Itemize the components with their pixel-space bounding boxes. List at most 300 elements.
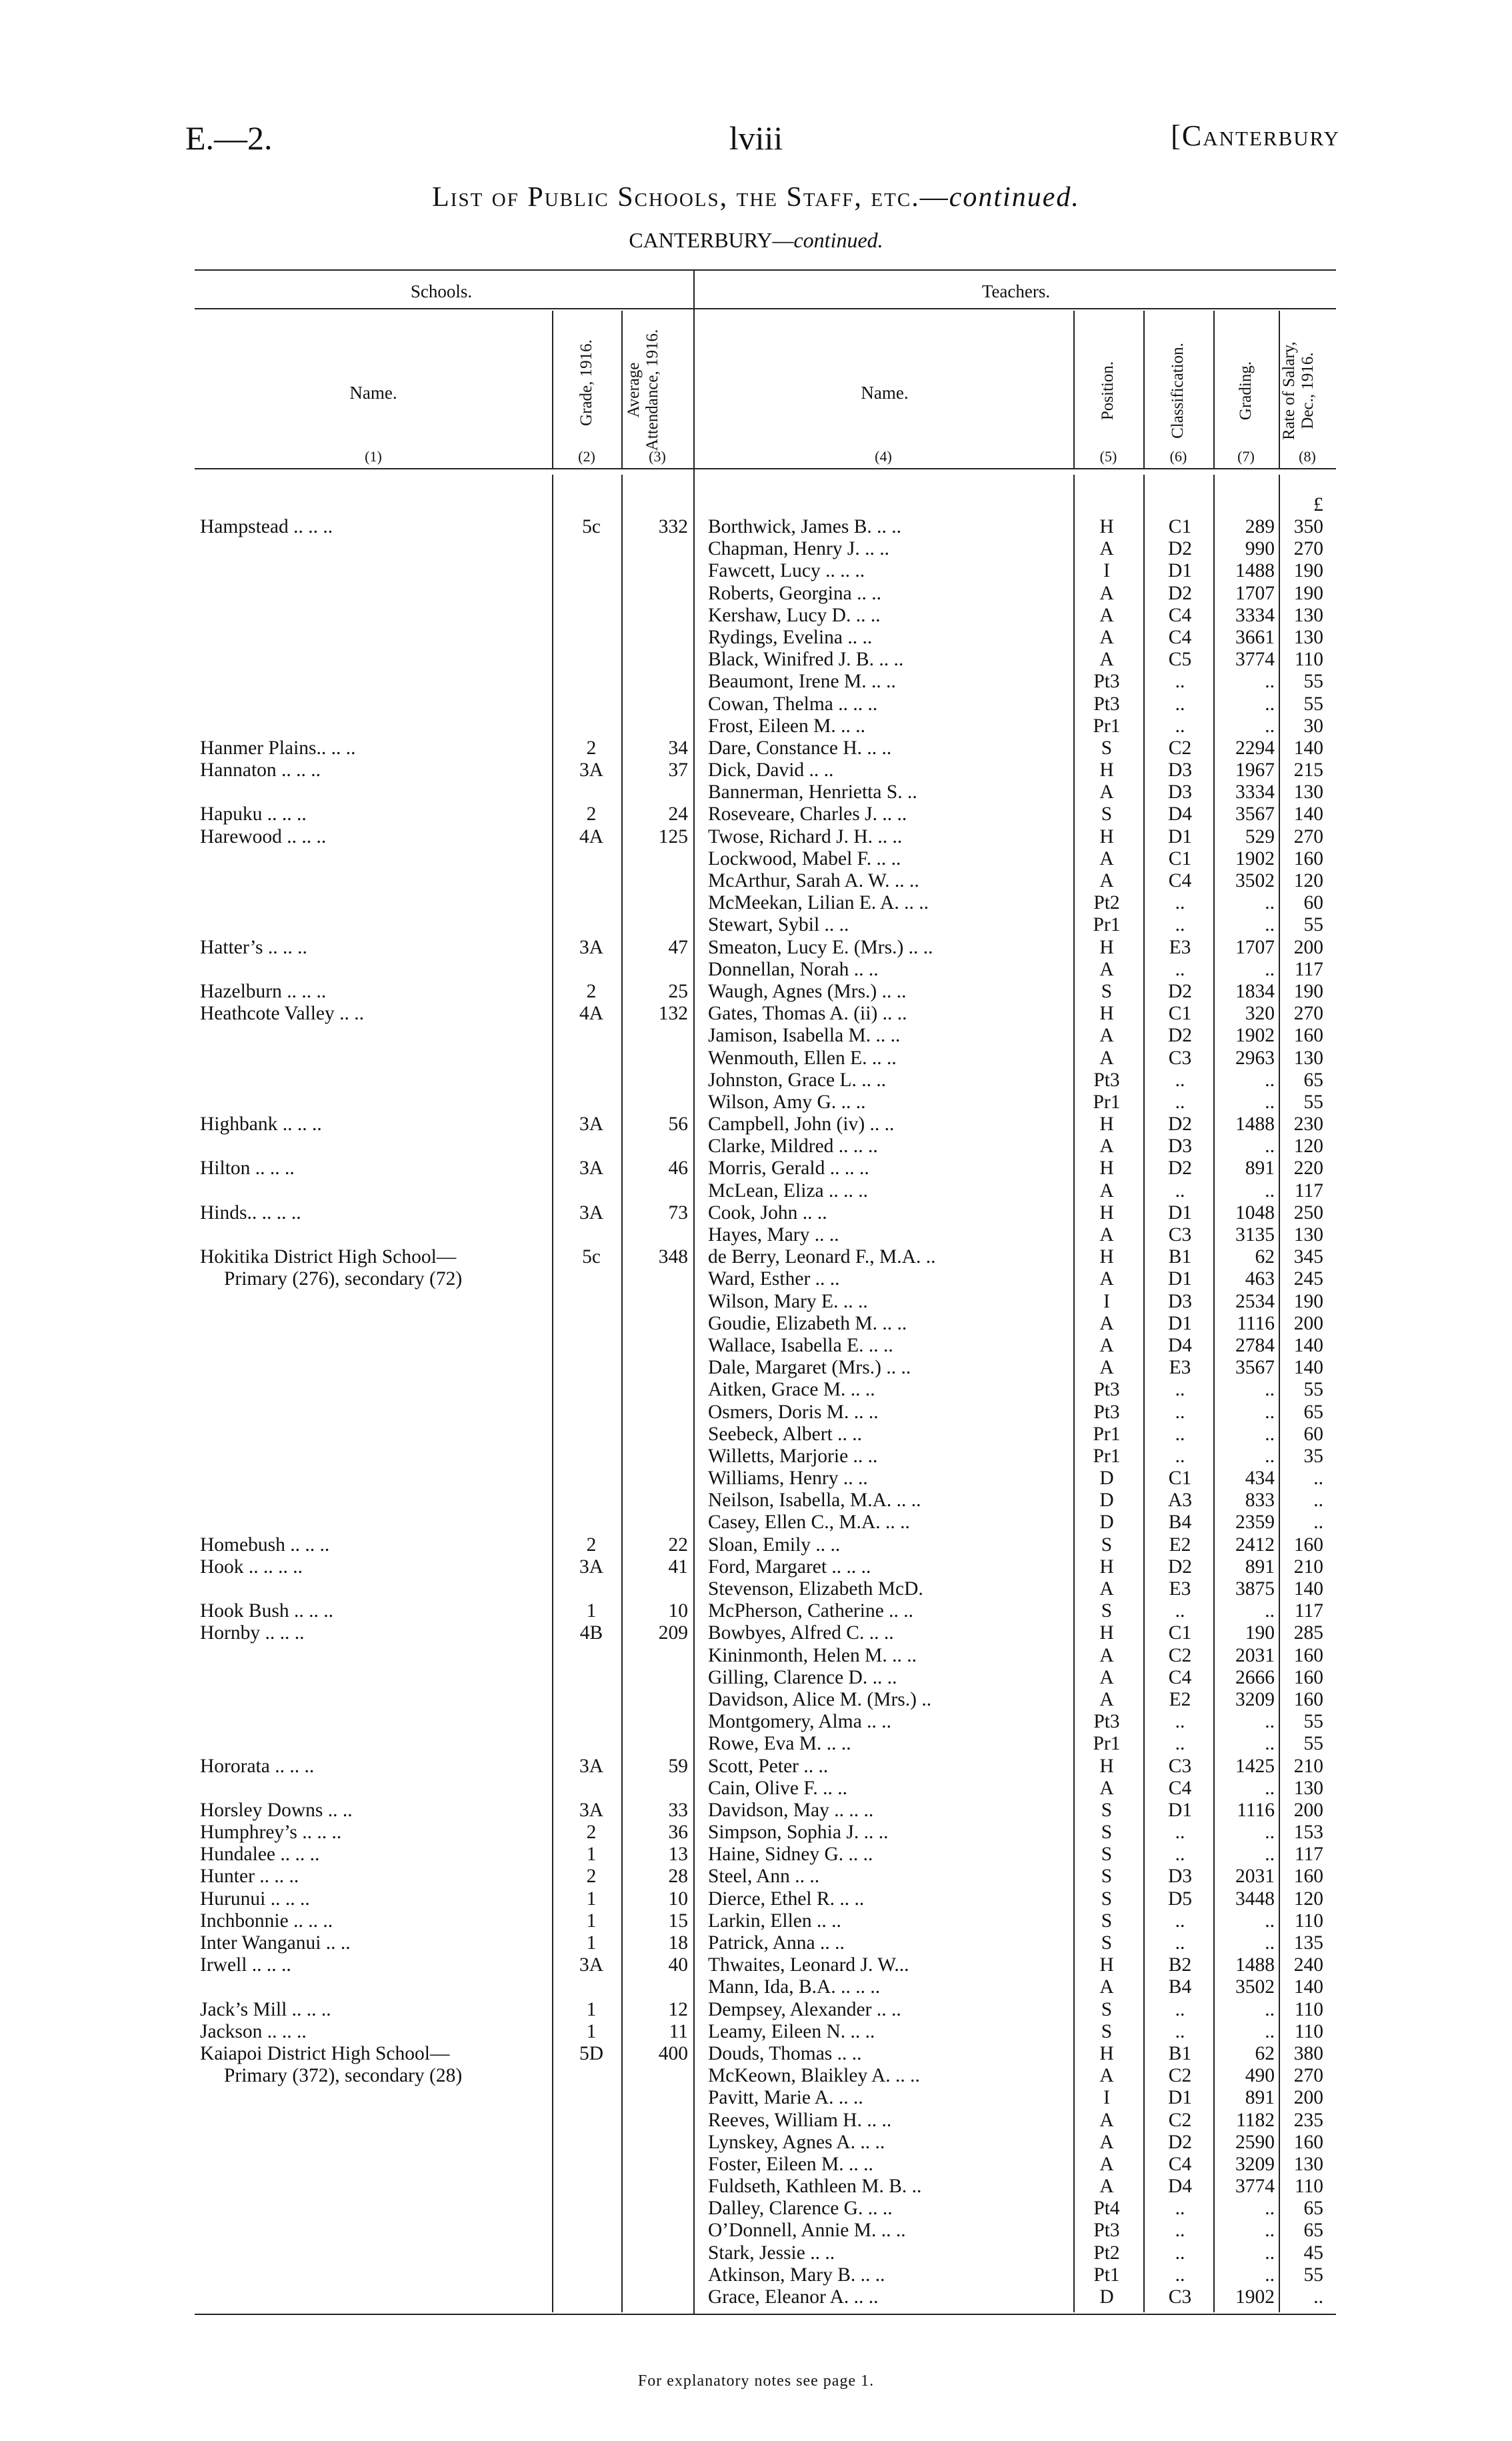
classification-cell: C2 [1168, 737, 1192, 759]
teacher-name-cell: Mann, Ida, B.A. .. .. .. [708, 1976, 881, 1998]
salary-cell: 55 [1303, 914, 1323, 936]
table-top-rule [195, 269, 1336, 271]
table-row [0, 1246, 1512, 1268]
grading-cell: .. [1265, 1069, 1275, 1091]
classification-cell: E3 [1169, 1357, 1191, 1379]
grading-cell: 833 [1245, 1490, 1275, 1512]
table-row [0, 1268, 1512, 1290]
salary-cell: 140 [1293, 737, 1323, 759]
salary-cell: 117 [1294, 958, 1323, 980]
position-cell: H [1099, 1003, 1114, 1025]
position-cell: Pt3 [1093, 1711, 1120, 1733]
grading-cell: 3774 [1235, 649, 1275, 671]
salary-cell: 160 [1293, 2131, 1323, 2153]
salary-cell: 135 [1293, 1932, 1323, 1954]
teacher-name-cell: Dale, Margaret (Mrs.) .. .. [708, 1357, 911, 1379]
salary-cell: 35 [1303, 1445, 1323, 1467]
classification-cell: B1 [1168, 1246, 1192, 1268]
classification-cell: D2 [1167, 1157, 1193, 1179]
grading-cell: 490 [1245, 2065, 1275, 2087]
grading-cell: .. [1265, 1091, 1275, 1113]
grading-cell: .. [1265, 1445, 1275, 1467]
classification-cell: .. [1175, 1822, 1185, 1844]
attendance-cell: 22 [668, 1534, 688, 1556]
classification-cell: D1 [1167, 1268, 1193, 1290]
grading-cell: 3567 [1235, 1357, 1275, 1379]
salary-cell: 160 [1293, 1666, 1323, 1688]
classification-header: Classification. [1169, 343, 1187, 439]
grading-cell: 891 [1245, 1157, 1275, 1179]
position-cell: S [1101, 2020, 1113, 2042]
grading-cell: 1707 [1235, 936, 1275, 958]
classification-cell: D2 [1167, 980, 1193, 1002]
position-cell: A [1099, 604, 1114, 626]
teacher-name-cell: Casey, Ellen C., M.A. .. .. [708, 1512, 910, 1534]
position-cell: A [1099, 1047, 1114, 1069]
currency-symbol: £ [1313, 493, 1323, 515]
col-number-8: (8) [1299, 448, 1316, 465]
classification-cell: C3 [1168, 1755, 1192, 1777]
table-row [0, 2242, 1512, 2264]
table-row [0, 538, 1512, 560]
salary-cell: 55 [1303, 671, 1323, 693]
grading-cell: 3502 [1235, 1976, 1275, 1998]
col-number-6: (6) [1169, 448, 1187, 465]
school-name-cell: Hororata .. .. .. [200, 1755, 315, 1777]
classification-cell: C4 [1168, 1777, 1192, 1799]
table-row [0, 737, 1512, 759]
grading-cell: .. [1265, 1844, 1275, 1866]
position-cell: Pt3 [1093, 1379, 1120, 1401]
classification-cell: C4 [1168, 604, 1192, 626]
classification-cell: .. [1175, 1379, 1185, 1401]
teacher-name-cell: Larkin, Ellen .. .. [708, 1910, 841, 1932]
classification-cell: C4 [1168, 870, 1192, 891]
school-name-cell: Kaiapoi District High School— [200, 2042, 450, 2064]
teacher-name-cell: Dick, David .. .. [708, 759, 834, 781]
table-row [0, 2087, 1512, 2109]
salary-cell: 117 [1294, 1600, 1323, 1622]
attendance-cell: 209 [658, 1622, 688, 1644]
position-cell: Pr1 [1093, 715, 1121, 737]
table-row [0, 1468, 1512, 1490]
table-row [0, 1622, 1512, 1644]
grading-cell: 2590 [1235, 2131, 1275, 2153]
salary-cell: 55 [1303, 693, 1323, 715]
attendance-header: Average Attendance, 1916. [625, 329, 661, 451]
grading-cell: .. [1265, 1600, 1275, 1622]
salary-cell: 55 [1303, 1091, 1323, 1113]
table-row [0, 1512, 1512, 1534]
school-name-cell: Jackson .. .. .. [200, 2020, 307, 2042]
teacher-name-cell: Montgomery, Alma .. .. [708, 1711, 892, 1733]
classification-cell: D1 [1167, 1201, 1193, 1224]
grading-cell: 3661 [1235, 626, 1275, 648]
teacher-name-cell: Williams, Henry .. .. [708, 1468, 868, 1490]
title-text: List of Public Schools, the Staff, etc.— [432, 182, 949, 213]
grading-cell: 190 [1245, 1622, 1275, 1644]
teacher-name-cell: Stark, Jessie .. .. [708, 2242, 835, 2264]
table-row [0, 1822, 1512, 1844]
table-row [0, 937, 1512, 959]
table-row [0, 1091, 1512, 1113]
grade-cell: 2 [586, 737, 597, 759]
position-cell: S [1101, 1932, 1113, 1954]
position-cell: S [1101, 1822, 1113, 1844]
classification-cell: E3 [1169, 936, 1191, 958]
teacher-name-cell: Dare, Constance H. .. .. [708, 737, 892, 759]
position-cell: Pt3 [1093, 2220, 1120, 2242]
table-row [0, 1844, 1512, 1866]
position-cell: Pr1 [1093, 1445, 1121, 1467]
classification-cell: B4 [1168, 1976, 1192, 1998]
table-row [0, 1600, 1512, 1622]
table-row [0, 892, 1512, 914]
position-cell: Pt2 [1093, 892, 1120, 914]
position-cell: A [1099, 1268, 1114, 1290]
attendance-cell: 10 [668, 1600, 688, 1622]
grading-cell: .. [1265, 958, 1275, 980]
classification-cell: D4 [1167, 1334, 1193, 1356]
salary-cell: 160 [1293, 1866, 1323, 1888]
salary-cell: 130 [1293, 1777, 1323, 1799]
salary-cell: 110 [1294, 1998, 1323, 2020]
position-cell: S [1101, 737, 1113, 759]
position-cell: A [1099, 2109, 1114, 2131]
school-name-cell: Primary (372), secondary (28) [224, 2065, 463, 2087]
table-row [0, 1379, 1512, 1401]
classification-cell: .. [1175, 1998, 1185, 2020]
table-row [0, 516, 1512, 538]
grading-cell: 2031 [1235, 1866, 1275, 1888]
position-cell: A [1099, 1334, 1114, 1356]
table-row [0, 1733, 1512, 1755]
grade-cell: 4A [579, 825, 604, 847]
teacher-name-cell: Dierce, Ethel R. .. .. [708, 1888, 865, 1910]
school-name-cell: Primary (276), secondary (72) [224, 1268, 463, 1290]
grading-cell: 2666 [1235, 1666, 1275, 1688]
table-row [0, 1999, 1512, 2021]
position-cell: H [1099, 1556, 1114, 1578]
grade-cell: 3A [579, 1954, 604, 1976]
position-cell: H [1099, 759, 1114, 781]
salary-cell: 210 [1293, 1556, 1323, 1578]
salary-cell: 140 [1293, 803, 1323, 825]
teacher-name-cell: Black, Winifred J. B. .. .. [708, 649, 904, 671]
table-row [0, 2198, 1512, 2220]
position-cell: Pr1 [1093, 914, 1121, 936]
grade-cell: 3A [579, 759, 604, 781]
grade-cell: 1 [586, 1600, 597, 1622]
salary-cell: 200 [1293, 1799, 1323, 1821]
position-cell: Pt4 [1093, 2198, 1120, 2220]
position-cell: D [1099, 1490, 1114, 1512]
classification-cell: C1 [1168, 516, 1192, 537]
salary-cell: 160 [1293, 1025, 1323, 1047]
salary-cell: 270 [1293, 825, 1323, 847]
classification-cell: C2 [1168, 2109, 1192, 2131]
table-row [0, 1047, 1512, 1069]
teacher-name-cell: Reeves, William H. .. .. [708, 2109, 892, 2131]
position-cell: Pt1 [1093, 2264, 1120, 2286]
grading-cell: 1488 [1235, 1954, 1275, 1976]
position-cell: H [1099, 1246, 1114, 1268]
column-number-rule [195, 468, 1336, 469]
salary-cell: 60 [1303, 892, 1323, 914]
teacher-name-cell: Fuldseth, Kathleen M. B. .. [708, 2176, 922, 2198]
subtitle-text: CANTERBURY— [629, 228, 794, 252]
position-cell: A [1099, 847, 1114, 869]
grading-cell: 434 [1245, 1468, 1275, 1490]
teacher-name-cell: Clarke, Mildred .. .. .. [708, 1135, 878, 1157]
table-row [0, 1800, 1512, 1822]
position-cell: I [1103, 560, 1110, 582]
col-number-2: (2) [578, 448, 595, 465]
salary-cell: 117 [1294, 1179, 1323, 1201]
teachers-group-header: Teachers. [981, 281, 1051, 301]
salary-cell: 30 [1303, 715, 1323, 737]
table-row [0, 1180, 1512, 1202]
col-number-5: (5) [1099, 448, 1117, 465]
grading-cell: 2031 [1235, 1644, 1275, 1666]
salary-cell: 200 [1293, 936, 1323, 958]
classification-cell: E2 [1169, 1688, 1191, 1710]
grade-cell: 2 [586, 980, 597, 1002]
table-row [0, 1866, 1512, 1888]
classification-cell: C1 [1168, 1622, 1192, 1644]
teacher-name-cell: Pavitt, Marie A. .. .. [708, 2087, 863, 2109]
table-row [0, 848, 1512, 870]
salary-cell: .. [1313, 1490, 1323, 1512]
grading-cell: 289 [1245, 516, 1275, 537]
classification-cell: C1 [1168, 1003, 1192, 1025]
attendance-cell: 11 [669, 2020, 688, 2042]
teacher-name-cell: Haine, Sidney G. .. .. [708, 1844, 873, 1866]
school-name-cell: Homebush .. .. .. [200, 1534, 330, 1556]
position-cell: D [1099, 1512, 1114, 1534]
group-header-rule [195, 308, 1336, 309]
grading-cell: .. [1265, 693, 1275, 715]
teacher-name-cell: Leamy, Eileen N. .. .. [708, 2020, 875, 2042]
position-cell: A [1099, 626, 1114, 648]
table-row [0, 1357, 1512, 1379]
attendance-cell: 132 [658, 1003, 688, 1025]
grading-cell: 1488 [1235, 1113, 1275, 1135]
position-cell: S [1101, 980, 1113, 1002]
position-cell: S [1101, 1910, 1113, 1932]
teacher-name-cell: Dalley, Clarence G. .. .. [708, 2198, 893, 2220]
position-cell: I [1103, 2087, 1110, 2109]
salary-cell: 130 [1293, 2153, 1323, 2175]
position-cell: Pt3 [1093, 671, 1120, 693]
classification-cell: .. [1175, 1445, 1185, 1467]
grading-cell: 3209 [1235, 2153, 1275, 2175]
teacher-name-cell: Roberts, Georgina .. .. [708, 582, 881, 604]
position-cell: S [1101, 1534, 1113, 1556]
school-name-cell: Hilton .. .. .. [200, 1157, 295, 1179]
teacher-name-cell: Thwaites, Leonard J. W... [708, 1954, 909, 1976]
classification-cell: C1 [1168, 1468, 1192, 1490]
teacher-name-cell: McPherson, Catherine .. .. [708, 1600, 914, 1622]
salary-cell: 65 [1303, 2220, 1323, 2242]
salary-cell: 55 [1303, 1733, 1323, 1755]
table-row [0, 2021, 1512, 2043]
position-cell: A [1099, 1135, 1114, 1157]
table-row [0, 1667, 1512, 1689]
grading-cell: .. [1265, 892, 1275, 914]
attendance-cell: 400 [658, 2042, 688, 2064]
teacher-name-cell: Johnston, Grace L. .. .. [708, 1069, 887, 1091]
teacher-name-cell: Bannerman, Henrietta S. .. [708, 781, 917, 803]
teacher-name-cell: Donnellan, Norah .. .. [708, 958, 879, 980]
grade-header: Grade, 1916. [577, 339, 595, 426]
grade-cell: 2 [586, 803, 597, 825]
classification-cell: D1 [1167, 2087, 1193, 2109]
attendance-cell: 18 [668, 1932, 688, 1954]
position-cell: H [1099, 1113, 1114, 1135]
salary-cell: .. [1313, 2286, 1323, 2308]
classification-cell: .. [1175, 1711, 1185, 1733]
grading-cell: 62 [1255, 2042, 1275, 2064]
teacher-name-cell: McArthur, Sarah A. W. .. .. [708, 870, 919, 891]
classification-cell: C4 [1168, 626, 1192, 648]
grading-cell: 3448 [1235, 1888, 1275, 1910]
table-row [0, 1335, 1512, 1357]
classification-cell: .. [1175, 2198, 1185, 2220]
teacher-name-cell: Gilling, Clarence D. .. .. [708, 1666, 897, 1688]
position-cell: A [1099, 2131, 1114, 2153]
grading-cell: .. [1265, 2198, 1275, 2220]
grading-cell: 891 [1245, 2087, 1275, 2109]
table-row [0, 605, 1512, 627]
grading-cell: .. [1265, 1733, 1275, 1755]
classification-cell: D1 [1167, 1312, 1193, 1334]
position-cell: S [1101, 1866, 1113, 1888]
salary-cell: 285 [1293, 1622, 1323, 1644]
grading-cell: .. [1265, 1135, 1275, 1157]
attendance-cell: 41 [668, 1556, 688, 1578]
table-row [0, 627, 1512, 649]
table-row [0, 1932, 1512, 1954]
grading-cell: 1834 [1235, 980, 1275, 1002]
classification-cell: C1 [1168, 847, 1192, 869]
page-subtitle [0, 228, 1512, 253]
position-cell: A [1099, 2065, 1114, 2087]
classification-cell: .. [1175, 1844, 1185, 1866]
school-name-cell: Horsley Downs .. .. [200, 1799, 353, 1821]
grading-cell: .. [1265, 1423, 1275, 1445]
grading-cell: 62 [1255, 1246, 1275, 1268]
salary-cell: 200 [1293, 2087, 1323, 2109]
school-name-cell: Hapuku .. .. .. [200, 803, 307, 825]
teacher-name-cell: Ward, Esther .. .. [708, 1268, 840, 1290]
grading-cell: 1182 [1236, 2109, 1275, 2131]
classification-cell: D2 [1167, 1556, 1193, 1578]
salary-cell: 45 [1303, 2242, 1323, 2264]
classification-cell: C3 [1168, 1047, 1192, 1069]
teacher-name-cell: Chapman, Henry J. .. .. [708, 538, 890, 560]
col-number-4: (4) [875, 448, 892, 465]
position-cell: S [1101, 1998, 1113, 2020]
school-name-cell: Heathcote Valley .. .. [200, 1003, 365, 1025]
attendance-cell: 28 [668, 1866, 688, 1888]
classification-cell: D5 [1167, 1888, 1193, 1910]
salary-cell: 190 [1293, 1290, 1323, 1312]
classification-cell: D1 [1167, 1799, 1193, 1821]
position-cell: A [1099, 958, 1114, 980]
teacher-name-cell: Steel, Ann .. .. [708, 1866, 820, 1888]
teacher-name-cell: McLean, Eliza .. .. .. [708, 1179, 869, 1201]
classification-cell: C4 [1168, 2153, 1192, 2175]
position-cell: H [1099, 1157, 1114, 1179]
school-name-cell: Harewood .. .. .. [200, 825, 327, 847]
table-row [0, 759, 1512, 781]
salary-cell: 110 [1294, 2176, 1323, 2198]
grading-cell: 3774 [1235, 2176, 1275, 2198]
salary-cell: 200 [1293, 1312, 1323, 1334]
teacher-name-cell: Roseveare, Charles J. .. .. [708, 803, 907, 825]
position-cell: D [1099, 2286, 1114, 2308]
table-row [0, 1025, 1512, 1047]
salary-cell: 130 [1293, 604, 1323, 626]
grade-cell: 3A [579, 1157, 604, 1179]
grading-cell: 463 [1245, 1268, 1275, 1290]
classification-cell: D4 [1167, 803, 1193, 825]
position-cell: Pr1 [1093, 1733, 1121, 1755]
col-divider-6 [1213, 311, 1215, 468]
salary-cell: 160 [1293, 847, 1323, 869]
position-cell: A [1099, 649, 1114, 671]
grading-cell: .. [1265, 2264, 1275, 2286]
grading-header: Grading. [1237, 361, 1255, 421]
salary-cell: 120 [1293, 1888, 1323, 1910]
school-name-cell: Hook Bush .. .. .. [200, 1600, 333, 1622]
table-row [0, 2132, 1512, 2154]
salary-cell: 120 [1293, 870, 1323, 891]
teacher-name-cell: Borthwick, James B. .. .. [708, 516, 902, 537]
teacher-name-cell: Wenmouth, Ellen E. .. .. [708, 1047, 897, 1069]
salary-cell: .. [1313, 1512, 1323, 1534]
attendance-cell: 33 [668, 1799, 688, 1821]
school-name-cell: Inter Wanganui .. .. [200, 1932, 351, 1954]
classification-cell: .. [1175, 2220, 1185, 2242]
grade-cell: 3A [579, 1755, 604, 1777]
position-cell: H [1099, 825, 1114, 847]
col-divider-2 [621, 311, 623, 468]
position-cell: S [1101, 1600, 1113, 1622]
table-row [0, 1069, 1512, 1091]
grading-cell: 1707 [1235, 582, 1275, 604]
salary-cell: 220 [1293, 1157, 1323, 1179]
table-row [0, 1689, 1512, 1711]
classification-cell: D3 [1167, 1135, 1193, 1157]
school-name-cell: Hook .. .. .. .. [200, 1556, 303, 1578]
teacher-name-cell: Seebeck, Albert .. .. [708, 1423, 863, 1445]
grading-cell: 2784 [1235, 1334, 1275, 1356]
attendance-cell: 12 [668, 1998, 688, 2020]
grading-cell: 3135 [1235, 1224, 1275, 1246]
classification-cell: D3 [1167, 781, 1193, 803]
salary-cell: 110 [1294, 1910, 1323, 1932]
classification-cell: .. [1175, 2264, 1185, 2286]
position-cell: A [1099, 1578, 1114, 1600]
table-row [0, 2286, 1512, 2308]
grading-cell: 1967 [1235, 759, 1275, 781]
classification-cell: .. [1175, 1069, 1185, 1091]
position-cell: H [1099, 1622, 1114, 1644]
teacher-name-cell: Sloan, Emily .. .. [708, 1534, 841, 1556]
salary-cell: 60 [1303, 1423, 1323, 1445]
